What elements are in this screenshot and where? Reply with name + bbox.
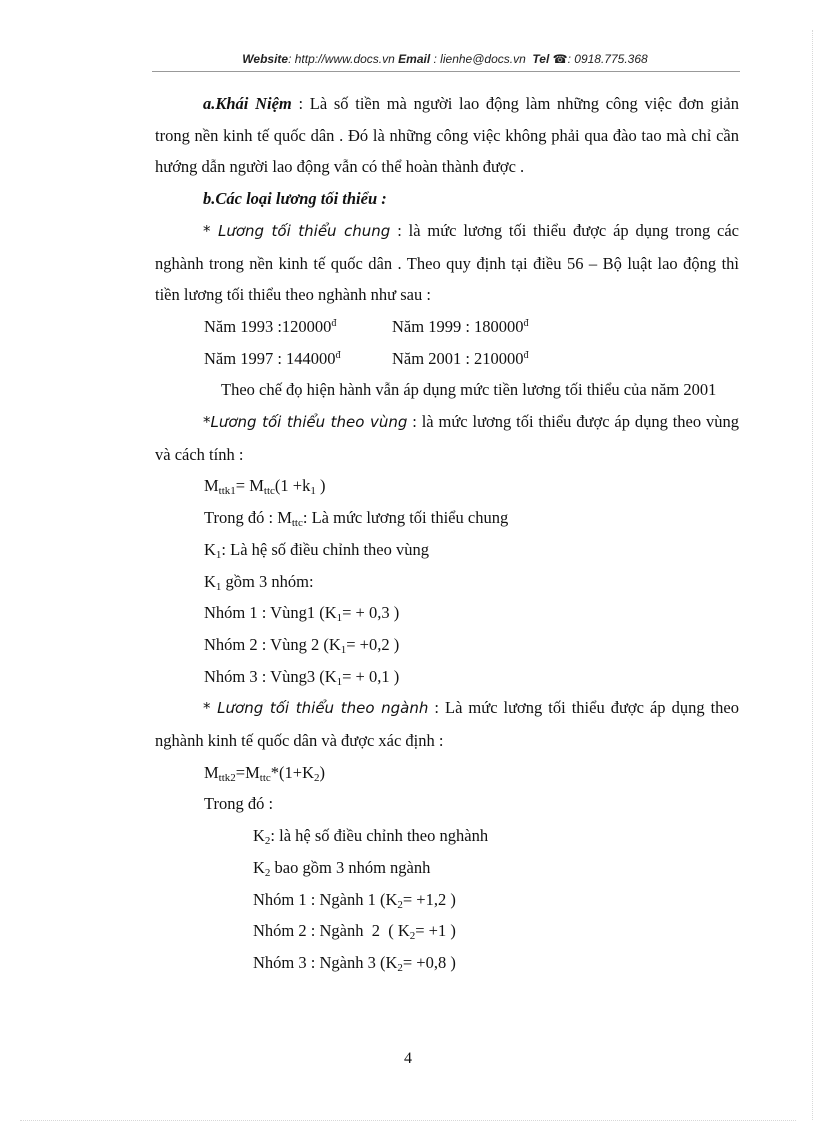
year-value: Năm 1999 : 180000 <box>392 316 524 336</box>
concept-heading: a.Khái Niệm <box>203 94 292 113</box>
email-value: : lienhe@docs.vn <box>433 52 526 66</box>
k2-groups-intro: $K_2$ bao gồm 3 nhóm ngành <box>253 857 431 879</box>
tel-value: : 0918.775.368 <box>567 52 648 66</box>
year-row <box>155 343 739 375</box>
currency-symbol: đ <box>523 349 529 361</box>
year-value: Năm 1993 :120000 <box>204 316 332 336</box>
regional-min-wage-label: *Lương tối thiểu theo vùng <box>203 413 408 432</box>
types-heading: b.Các loại lương tối thiểu : <box>203 189 387 209</box>
k2-definition: $K_2$: là hệ số điều chỉnh theo nghành <box>253 826 489 848</box>
currency-symbol: đ <box>523 317 529 329</box>
k1-definition: $K_1$: Là hệ số điều chỉnh theo vùng <box>204 539 430 561</box>
region-group-item: Nhóm 2 : Vùng 2 ($K_1= +0,2$ ) <box>204 634 400 656</box>
currency-symbol: đ <box>331 317 337 329</box>
industry-min-wage-label: * Lương tối thiểu theo ngành <box>203 699 429 718</box>
website-value: : http://www.docs.vn <box>288 52 395 66</box>
year-value: Năm 1997 : 144000 <box>204 348 336 368</box>
industry-group-item: Nhóm 3 : Ngành 3 ($K_2= +0,8$ ) <box>253 952 456 974</box>
website-label: Website <box>242 52 289 66</box>
regional-where-line: Trong đó : $M_{ttc}$: Là mức lương tối thiểu chung <box>204 508 509 530</box>
regional-formula: $M_{ttk1}= M_{ttc}(1 +k_1$ ) <box>204 476 326 498</box>
region-group-item: Nhóm 3 : Vùng3 ($K_1= + 0,1$ ) <box>204 666 400 688</box>
regional-min-wage-text: : là mức lương tối thiểu được áp dụng theo vùng và cách tính : <box>155 412 740 464</box>
year-row <box>155 311 739 343</box>
region-group-item: Nhóm 1 : Vùng1 ($K_1= + 0,3$ ) <box>204 603 400 625</box>
email-label: Email <box>398 52 431 66</box>
general-min-wage-label: * Lương tối thiểu chung <box>203 221 391 240</box>
industry-min-wage-text: : Là mức lương tối thiểu được áp dụng theo nghành kinh tế quốc dân và được xác định : <box>155 698 739 751</box>
general-min-wage-paragraph <box>155 215 739 311</box>
page-number: 4 <box>404 1050 412 1067</box>
industry-group-item: Nhóm 1 : Ngành 1 ($K_2= +1,2$ ) <box>253 889 456 911</box>
current-regime-note: Theo chế đọ hiện hành vẫn áp dụng mức tiền lương tối thiểu của năm 2001 <box>221 380 717 400</box>
page-right-border <box>812 30 813 1120</box>
currency-symbol: đ <box>335 349 341 361</box>
industry-where-line: Trong đó : <box>204 794 274 814</box>
page-header <box>150 52 740 66</box>
k1-groups-intro: $K_1$ gồm 3 nhóm: <box>204 571 314 593</box>
general-min-wage-text: : là mức lương tối thiểu được áp dụng trong các nghành trong nền kinh tế quốc dân . Theo quy định tại điều 56 – Bộ luật lao động thì tiền lương tối thiểu theo nghành như sau : <box>155 220 740 305</box>
concept-paragraph <box>155 88 739 183</box>
page-bottom-border <box>20 1120 796 1121</box>
document-body <box>155 88 739 979</box>
industry-group-item: Nhóm 2 : Ngành 2 ( $K_2= +1$ ) <box>253 921 456 943</box>
year-value: Năm 2001 : 210000 <box>392 348 524 368</box>
header-divider <box>152 71 740 72</box>
regional-min-wage-paragraph <box>155 406 739 470</box>
industry-min-wage-paragraph <box>155 692 739 756</box>
tel-label: Tel ☎ <box>532 52 568 66</box>
industry-formula: $M_{ttk2}=M_{ttc}*(1+K_2)$ <box>204 762 325 784</box>
concept-text: : Là số tiền mà người lao động làm những công việc đơn giản trong nền kinh tế quốc dân . Đó là những công việc không phải qua đào tao mà chỉ cần hướng dẫn người lao động vẫn có thể hoàn thành được . <box>155 94 740 177</box>
